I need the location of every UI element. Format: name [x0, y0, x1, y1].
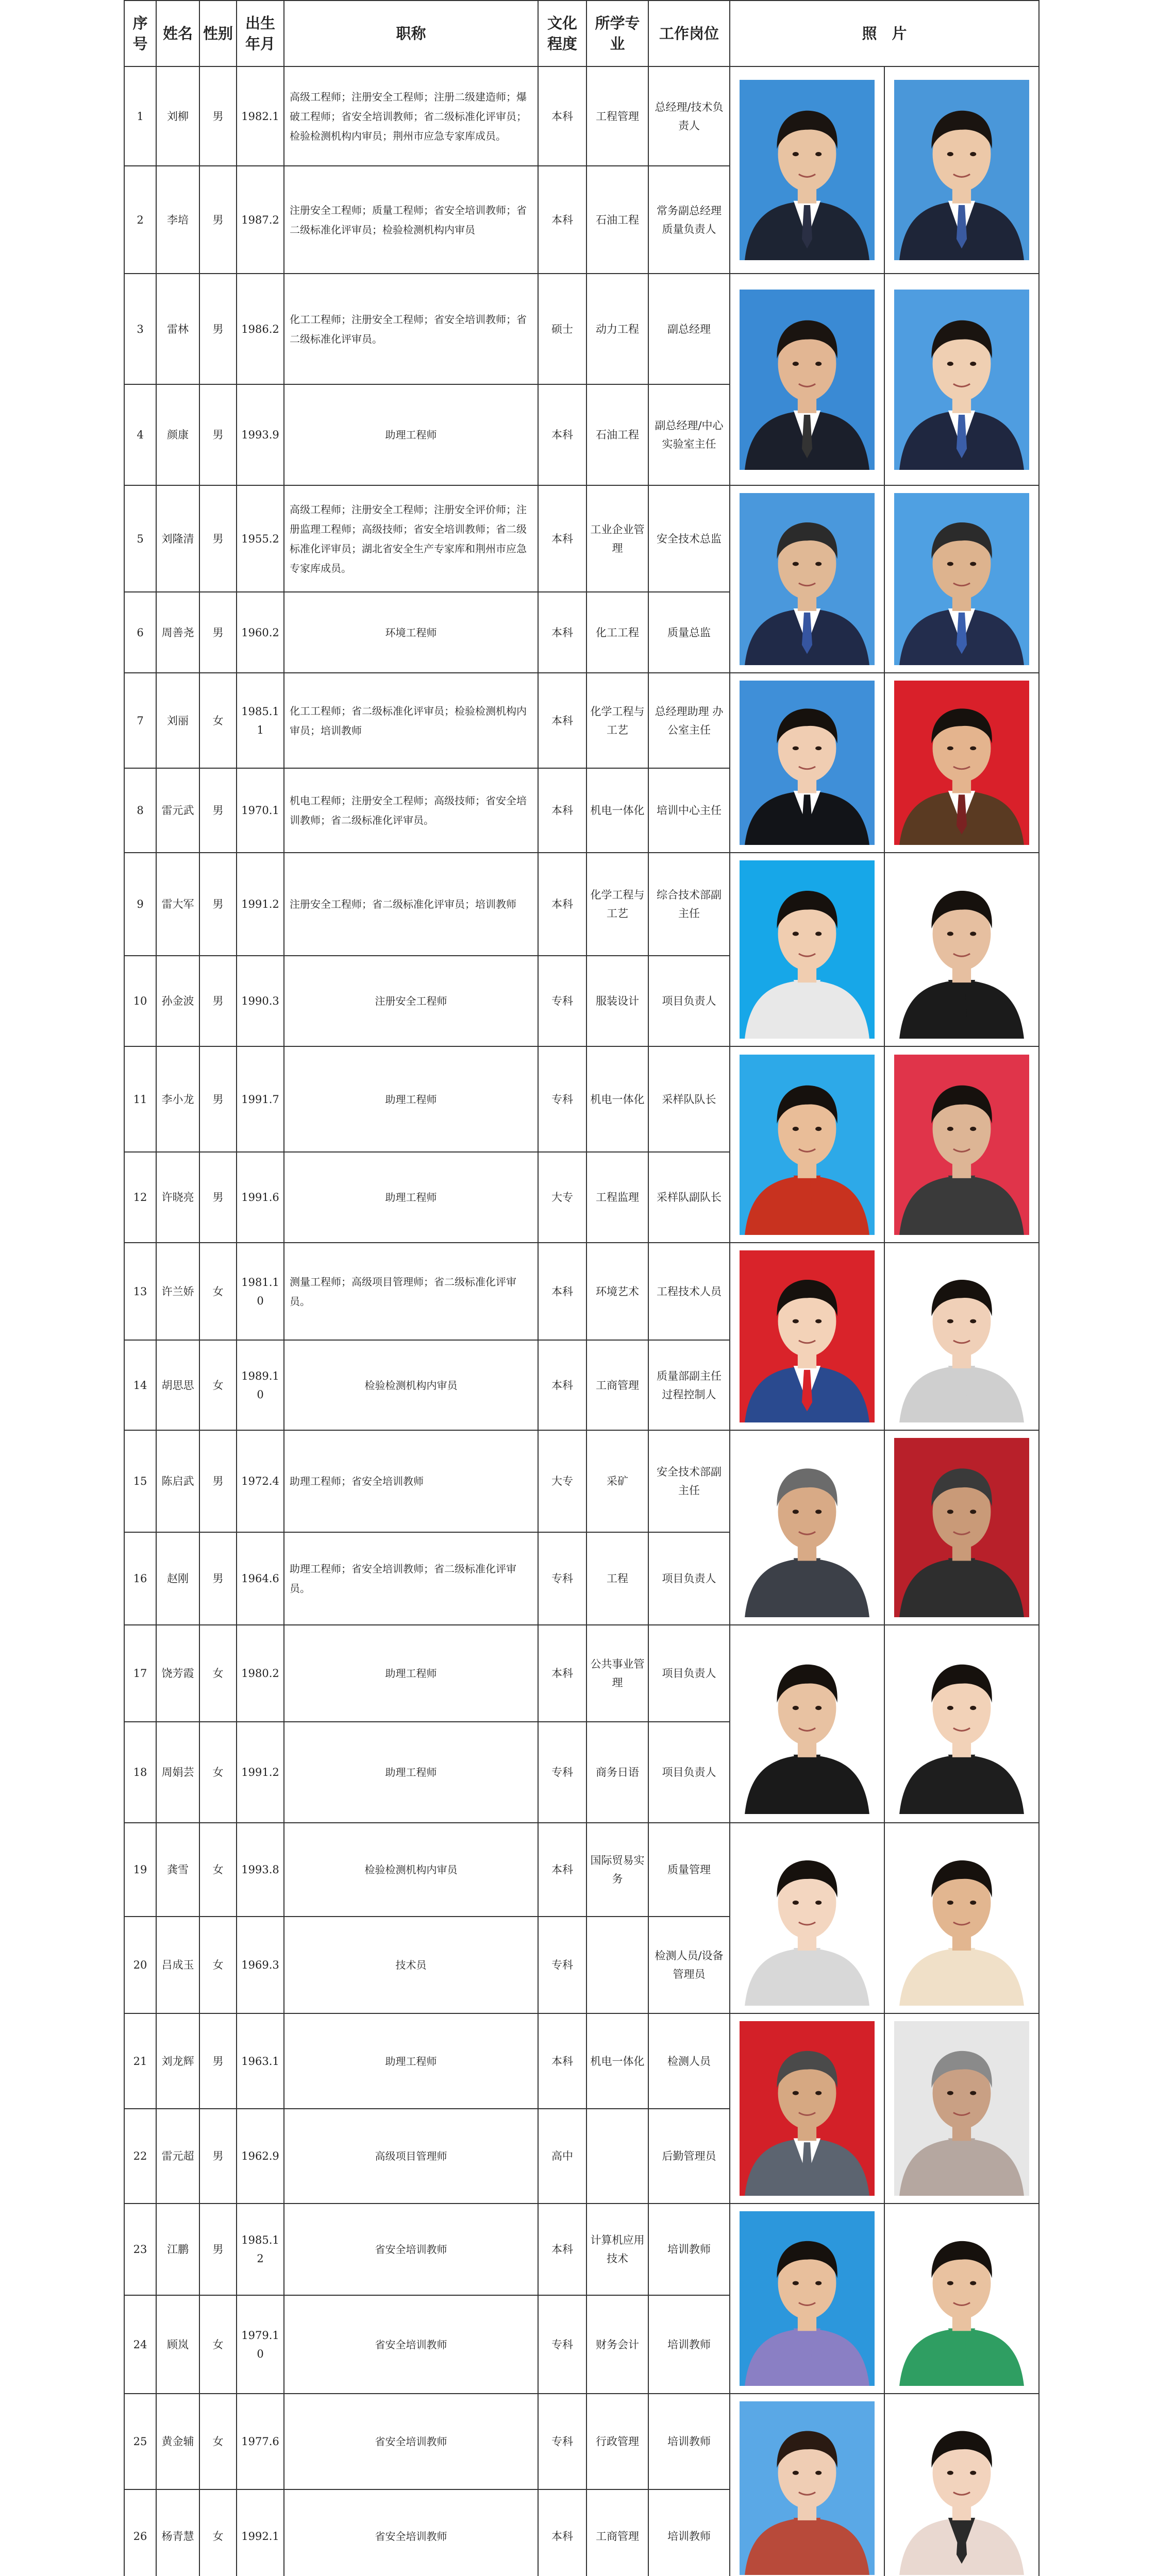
birth-cell: 1991.7 — [237, 1046, 284, 1152]
gender-cell: 男 — [199, 1430, 237, 1532]
gender-cell: 男 — [199, 66, 237, 166]
table-row — [124, 274, 1039, 384]
title-cell: 化工工程师；省二级标准化评审员；检验检测机构内审员；培训教师 — [284, 673, 538, 768]
gender-cell: 女 — [199, 1340, 237, 1430]
title-cell: 省安全培训教师 — [284, 2394, 538, 2489]
header-no: 序号 — [124, 1, 156, 66]
education-cell: 本科 — [538, 2489, 586, 2576]
header-position: 工作岗位 — [648, 1, 730, 66]
position-cell: 检测人员 — [648, 2013, 730, 2109]
name-cell: 雷大军 — [156, 853, 199, 956]
title-cell: 助理工程师 — [284, 1625, 538, 1722]
title-cell: 助理工程师；省安全培训教师；省二级标准化评审员。 — [284, 1532, 538, 1625]
position-cell: 综合技术部副主任 — [648, 853, 730, 956]
education-cell: 本科 — [538, 2013, 586, 2109]
portrait-photo — [894, 2021, 1029, 2196]
name-cell: 李小龙 — [156, 1046, 199, 1152]
photo-cell-left — [730, 1823, 884, 2013]
major-cell: 工程管理 — [586, 66, 648, 166]
birth-cell: 1980.2 — [237, 1625, 284, 1722]
major-cell: 工商管理 — [586, 2489, 648, 2576]
title-cell: 环境工程师 — [284, 592, 538, 673]
row-number-cell: 21 — [124, 2013, 156, 2109]
birth-cell: 1979.10 — [237, 2295, 284, 2394]
portrait-photo — [894, 290, 1029, 470]
name-cell: 龚雪 — [156, 1823, 199, 1917]
title-cell: 检验检测机构内审员 — [284, 1823, 538, 1917]
title-cell: 省安全培训教师 — [284, 2489, 538, 2576]
birth-cell: 1970.1 — [237, 768, 284, 853]
row-number-cell: 7 — [124, 673, 156, 768]
position-cell: 安全技术总监 — [648, 485, 730, 592]
portrait-photo — [894, 1438, 1029, 1617]
portrait-photo — [894, 1831, 1029, 2006]
position-cell: 质量管理 — [648, 1823, 730, 1917]
portrait-photo — [740, 1634, 875, 1814]
birth-cell: 1962.9 — [237, 2109, 284, 2204]
photo-cell-left — [730, 66, 884, 274]
portrait-photo — [740, 2211, 875, 2386]
major-cell: 工程监理 — [586, 1152, 648, 1243]
name-cell: 刘龙辉 — [156, 2013, 199, 2109]
name-cell: 刘丽 — [156, 673, 199, 768]
major-cell: 化学工程与工艺 — [586, 853, 648, 956]
header-photo: 照 片 — [730, 1, 1039, 66]
photo-cell-left — [730, 485, 884, 673]
portrait-photo — [740, 681, 875, 845]
title-cell: 助理工程师 — [284, 384, 538, 485]
position-cell: 培训教师 — [648, 2204, 730, 2295]
position-cell: 采样队队长 — [648, 1046, 730, 1152]
title-cell: 注册安全工程师；省二级标准化评审员；培训教师 — [284, 853, 538, 956]
position-cell: 总经理/技术负责人 — [648, 66, 730, 166]
position-cell: 项目负责人 — [648, 956, 730, 1046]
major-cell: 石油工程 — [586, 166, 648, 274]
gender-cell: 女 — [199, 1917, 237, 2013]
major-cell: 服装设计 — [586, 956, 648, 1046]
name-cell: 黄金辅 — [156, 2394, 199, 2489]
birth-cell: 1993.8 — [237, 1823, 284, 1917]
name-cell: 许晓亮 — [156, 1152, 199, 1243]
gender-cell: 男 — [199, 485, 237, 592]
photo-cell-right — [884, 2394, 1039, 2576]
portrait-photo — [740, 2021, 875, 2196]
education-cell: 本科 — [538, 1625, 586, 1722]
education-cell: 高中 — [538, 2109, 586, 2204]
title-cell: 测量工程师；高级项目管理师；省二级标准化评审员。 — [284, 1243, 538, 1340]
gender-cell: 男 — [199, 166, 237, 274]
major-cell: 化工工程 — [586, 592, 648, 673]
gender-cell: 女 — [199, 1243, 237, 1340]
position-cell: 质量部副主任 过程控制人 — [648, 1340, 730, 1430]
photo-cell-right — [884, 1430, 1039, 1625]
title-cell: 化工工程师；注册安全工程师；省安全培训教师；省二级标准化评审员。 — [284, 274, 538, 384]
gender-cell: 男 — [199, 853, 237, 956]
photo-cell-left — [730, 2204, 884, 2394]
name-cell: 雷元超 — [156, 2109, 199, 2204]
major-cell: 商务日语 — [586, 1722, 648, 1823]
gender-cell: 男 — [199, 2013, 237, 2109]
row-number-cell: 3 — [124, 274, 156, 384]
position-cell: 项目负责人 — [648, 1722, 730, 1823]
position-cell: 培训教师 — [648, 2394, 730, 2489]
portrait-photo — [894, 860, 1029, 1039]
education-cell: 本科 — [538, 768, 586, 853]
row-number-cell: 23 — [124, 2204, 156, 2295]
row-number-cell: 20 — [124, 1917, 156, 2013]
row-number-cell: 4 — [124, 384, 156, 485]
table-row — [124, 1430, 1039, 1532]
table-row — [124, 485, 1039, 592]
portrait-photo — [740, 290, 875, 470]
staff-roster-sheet — [124, 0, 1038, 2576]
table-row — [124, 853, 1039, 956]
birth-cell: 1972.4 — [237, 1430, 284, 1532]
portrait-photo — [894, 1055, 1029, 1235]
title-cell: 省安全培训教师 — [284, 2295, 538, 2394]
education-cell: 大专 — [538, 1430, 586, 1532]
birth-cell: 1989.10 — [237, 1340, 284, 1430]
photo-cell-left — [730, 853, 884, 1046]
table-row — [124, 673, 1039, 768]
major-cell: 工程 — [586, 1532, 648, 1625]
birth-cell: 1985.11 — [237, 673, 284, 768]
title-cell: 机电工程师；注册安全工程师；高级技师；省安全培训教师；省二级标准化评审员。 — [284, 768, 538, 853]
title-cell: 高级工程师；注册安全工程师；注册安全评价师；注册监理工程师；高级技师；省安全培训教师；省二级标准化评审员；湖北省安全生产专家库和荆州市应急专家库成员。 — [284, 485, 538, 592]
position-cell: 后勤管理员 — [648, 2109, 730, 2204]
position-cell: 工程技术人员 — [648, 1243, 730, 1340]
row-number-cell: 9 — [124, 853, 156, 956]
position-cell: 副总经理/中心实验室主任 — [648, 384, 730, 485]
major-cell — [586, 2109, 648, 2204]
row-number-cell: 11 — [124, 1046, 156, 1152]
gender-cell: 男 — [199, 768, 237, 853]
table-row — [124, 2204, 1039, 2295]
photo-cell-left — [730, 1243, 884, 1430]
photo-cell-left — [730, 274, 884, 485]
header-name: 姓名 — [156, 1, 199, 66]
birth-cell: 1986.2 — [237, 274, 284, 384]
name-cell: 杨青慧 — [156, 2489, 199, 2576]
portrait-photo — [740, 1438, 875, 1617]
position-cell: 检测人员/设备管理员 — [648, 1917, 730, 2013]
major-cell: 采矿 — [586, 1430, 648, 1532]
birth-cell: 1990.3 — [237, 956, 284, 1046]
table-row — [124, 1046, 1039, 1152]
position-cell: 培训教师 — [648, 2295, 730, 2394]
gender-cell: 女 — [199, 1823, 237, 1917]
education-cell: 本科 — [538, 2204, 586, 2295]
row-number-cell: 17 — [124, 1625, 156, 1722]
gender-cell: 男 — [199, 384, 237, 485]
education-cell: 大专 — [538, 1152, 586, 1243]
staff-table-body — [124, 66, 1039, 2576]
birth-cell: 1993.9 — [237, 384, 284, 485]
title-cell: 助理工程师 — [284, 1722, 538, 1823]
photo-cell-right — [884, 1625, 1039, 1823]
name-cell: 赵刚 — [156, 1532, 199, 1625]
row-number-cell: 22 — [124, 2109, 156, 2204]
gender-cell: 男 — [199, 274, 237, 384]
position-cell: 常务副总经理 质量负责人 — [648, 166, 730, 274]
education-cell: 本科 — [538, 853, 586, 956]
photo-cell-left — [730, 1625, 884, 1823]
major-cell: 环境艺术 — [586, 1243, 648, 1340]
row-number-cell: 1 — [124, 66, 156, 166]
name-cell: 雷元武 — [156, 768, 199, 853]
portrait-photo — [894, 2401, 1029, 2575]
education-cell: 本科 — [538, 166, 586, 274]
education-cell: 专科 — [538, 2394, 586, 2489]
header-title: 职称 — [284, 1, 538, 66]
education-cell: 本科 — [538, 384, 586, 485]
birth-cell: 1963.1 — [237, 2013, 284, 2109]
title-cell: 高级工程师；注册安全工程师；注册二级建造师；爆破工程师；省安全培训教师；省二级标准化评审员；检验检测机构内审员；荆州市应急专家库成员。 — [284, 66, 538, 166]
portrait-photo — [740, 2401, 875, 2575]
major-cell: 工业企业管理 — [586, 485, 648, 592]
major-cell: 化学工程与工艺 — [586, 673, 648, 768]
gender-cell: 男 — [199, 592, 237, 673]
birth-cell: 1985.12 — [237, 2204, 284, 2295]
photo-cell-left — [730, 1430, 884, 1625]
title-cell: 助理工程师 — [284, 1152, 538, 1243]
photo-cell-right — [884, 485, 1039, 673]
name-cell: 江鹏 — [156, 2204, 199, 2295]
row-number-cell: 14 — [124, 1340, 156, 1430]
gender-cell: 男 — [199, 1046, 237, 1152]
birth-cell: 1987.2 — [237, 166, 284, 274]
row-number-cell: 15 — [124, 1430, 156, 1532]
position-cell: 安全技术部副主任 — [648, 1430, 730, 1532]
birth-cell: 1964.6 — [237, 1532, 284, 1625]
photo-cell-right — [884, 853, 1039, 1046]
portrait-photo — [740, 493, 875, 665]
position-cell: 总经理助理 办公室主任 — [648, 673, 730, 768]
title-cell: 检验检测机构内审员 — [284, 1340, 538, 1430]
photo-cell-right — [884, 274, 1039, 485]
education-cell: 本科 — [538, 1823, 586, 1917]
birth-cell: 1969.3 — [237, 1917, 284, 2013]
gender-cell: 女 — [199, 2295, 237, 2394]
birth-cell: 1991.2 — [237, 1722, 284, 1823]
name-cell: 颜康 — [156, 384, 199, 485]
name-cell: 周娟芸 — [156, 1722, 199, 1823]
major-cell: 计算机应用技术 — [586, 2204, 648, 2295]
title-cell: 注册安全工程师 — [284, 956, 538, 1046]
row-number-cell: 26 — [124, 2489, 156, 2576]
row-number-cell: 10 — [124, 956, 156, 1046]
photo-cell-right — [884, 1243, 1039, 1430]
education-cell: 专科 — [538, 1046, 586, 1152]
photo-cell-left — [730, 673, 884, 853]
major-cell: 机电一体化 — [586, 1046, 648, 1152]
major-cell: 国际贸易实务 — [586, 1823, 648, 1917]
name-cell: 吕成玉 — [156, 1917, 199, 2013]
header-major: 所学专业 — [586, 1, 648, 66]
gender-cell: 男 — [199, 1152, 237, 1243]
name-cell: 顾岚 — [156, 2295, 199, 2394]
education-cell: 专科 — [538, 2295, 586, 2394]
header-row — [124, 1, 1039, 66]
education-cell: 硕士 — [538, 274, 586, 384]
header-gender: 性别 — [199, 1, 237, 66]
birth-cell: 1982.1 — [237, 66, 284, 166]
name-cell: 刘隆清 — [156, 485, 199, 592]
major-cell: 行政管理 — [586, 2394, 648, 2489]
education-cell: 专科 — [538, 956, 586, 1046]
photo-cell-left — [730, 2013, 884, 2204]
birth-cell: 1991.6 — [237, 1152, 284, 1243]
table-row — [124, 1243, 1039, 1340]
name-cell: 陈启武 — [156, 1430, 199, 1532]
birth-cell: 1955.2 — [237, 485, 284, 592]
gender-cell: 男 — [199, 2109, 237, 2204]
name-cell: 雷林 — [156, 274, 199, 384]
major-cell: 机电一体化 — [586, 2013, 648, 2109]
position-cell: 采样队副队长 — [648, 1152, 730, 1243]
photo-cell-left — [730, 2394, 884, 2576]
portrait-photo — [740, 860, 875, 1039]
row-number-cell: 13 — [124, 1243, 156, 1340]
position-cell: 项目负责人 — [648, 1532, 730, 1625]
row-number-cell: 6 — [124, 592, 156, 673]
row-number-cell: 12 — [124, 1152, 156, 1243]
portrait-photo — [740, 80, 875, 260]
table-row — [124, 2394, 1039, 2489]
photo-cell-right — [884, 2204, 1039, 2394]
row-number-cell: 5 — [124, 485, 156, 592]
major-cell — [586, 1917, 648, 2013]
title-cell: 助理工程师；省安全培训教师 — [284, 1430, 538, 1532]
position-cell: 培训中心主任 — [648, 768, 730, 853]
name-cell: 许兰娇 — [156, 1243, 199, 1340]
major-cell: 石油工程 — [586, 384, 648, 485]
title-cell: 助理工程师 — [284, 1046, 538, 1152]
row-number-cell: 25 — [124, 2394, 156, 2489]
position-cell: 项目负责人 — [648, 1625, 730, 1722]
position-cell: 副总经理 — [648, 274, 730, 384]
row-number-cell: 16 — [124, 1532, 156, 1625]
birth-cell: 1991.2 — [237, 853, 284, 956]
portrait-photo — [894, 2211, 1029, 2386]
name-cell: 胡思思 — [156, 1340, 199, 1430]
position-cell: 培训教师 — [648, 2489, 730, 2576]
education-cell: 本科 — [538, 1243, 586, 1340]
education-cell: 本科 — [538, 66, 586, 166]
education-cell: 专科 — [538, 1917, 586, 2013]
gender-cell: 女 — [199, 2394, 237, 2489]
row-number-cell: 19 — [124, 1823, 156, 1917]
portrait-photo — [740, 1055, 875, 1235]
row-number-cell: 8 — [124, 768, 156, 853]
gender-cell: 男 — [199, 956, 237, 1046]
title-cell: 省安全培训教师 — [284, 2204, 538, 2295]
table-row — [124, 66, 1039, 166]
education-cell: 本科 — [538, 673, 586, 768]
major-cell: 动力工程 — [586, 274, 648, 384]
row-number-cell: 24 — [124, 2295, 156, 2394]
portrait-photo — [894, 80, 1029, 260]
gender-cell: 男 — [199, 2204, 237, 2295]
education-cell: 本科 — [538, 485, 586, 592]
education-cell: 本科 — [538, 592, 586, 673]
gender-cell: 女 — [199, 1722, 237, 1823]
header-birth: 出生年月 — [237, 1, 284, 66]
name-cell: 刘柳 — [156, 66, 199, 166]
title-cell: 高级项目管理师 — [284, 2109, 538, 2204]
row-number-cell: 2 — [124, 166, 156, 274]
photo-cell-right — [884, 66, 1039, 274]
photo-cell-right — [884, 2013, 1039, 2204]
education-cell: 专科 — [538, 1722, 586, 1823]
gender-cell: 女 — [199, 1625, 237, 1722]
photo-cell-left — [730, 1046, 884, 1243]
header-education: 文化程度 — [538, 1, 586, 66]
birth-cell: 1981.10 — [237, 1243, 284, 1340]
table-row — [124, 1625, 1039, 1722]
gender-cell: 女 — [199, 673, 237, 768]
photo-cell-right — [884, 673, 1039, 853]
portrait-photo — [894, 1250, 1029, 1422]
name-cell: 李培 — [156, 166, 199, 274]
name-cell: 饶芳霞 — [156, 1625, 199, 1722]
table-row — [124, 1823, 1039, 1917]
portrait-photo — [894, 493, 1029, 665]
major-cell: 工商管理 — [586, 1340, 648, 1430]
portrait-photo — [894, 1634, 1029, 1814]
photo-cell-right — [884, 1823, 1039, 2013]
birth-cell: 1960.2 — [237, 592, 284, 673]
name-cell: 周善尧 — [156, 592, 199, 673]
staff-table — [124, 0, 1039, 2576]
portrait-photo — [740, 1250, 875, 1422]
major-cell: 财务会计 — [586, 2295, 648, 2394]
portrait-photo — [740, 1831, 875, 2006]
photo-cell-right — [884, 1046, 1039, 1243]
education-cell: 本科 — [538, 1340, 586, 1430]
title-cell: 技术员 — [284, 1917, 538, 2013]
title-cell: 助理工程师 — [284, 2013, 538, 2109]
education-cell: 专科 — [538, 1532, 586, 1625]
major-cell: 公共事业管理 — [586, 1625, 648, 1722]
row-number-cell: 18 — [124, 1722, 156, 1823]
position-cell: 质量总监 — [648, 592, 730, 673]
name-cell: 孙金波 — [156, 956, 199, 1046]
major-cell: 机电一体化 — [586, 768, 648, 853]
portrait-photo — [894, 681, 1029, 845]
gender-cell: 男 — [199, 1532, 237, 1625]
birth-cell: 1977.6 — [237, 2394, 284, 2489]
gender-cell: 女 — [199, 2489, 237, 2576]
title-cell: 注册安全工程师；质量工程师；省安全培训教师；省二级标准化评审员；检验检测机构内审员 — [284, 166, 538, 274]
birth-cell: 1992.1 — [237, 2489, 284, 2576]
table-row — [124, 2013, 1039, 2109]
